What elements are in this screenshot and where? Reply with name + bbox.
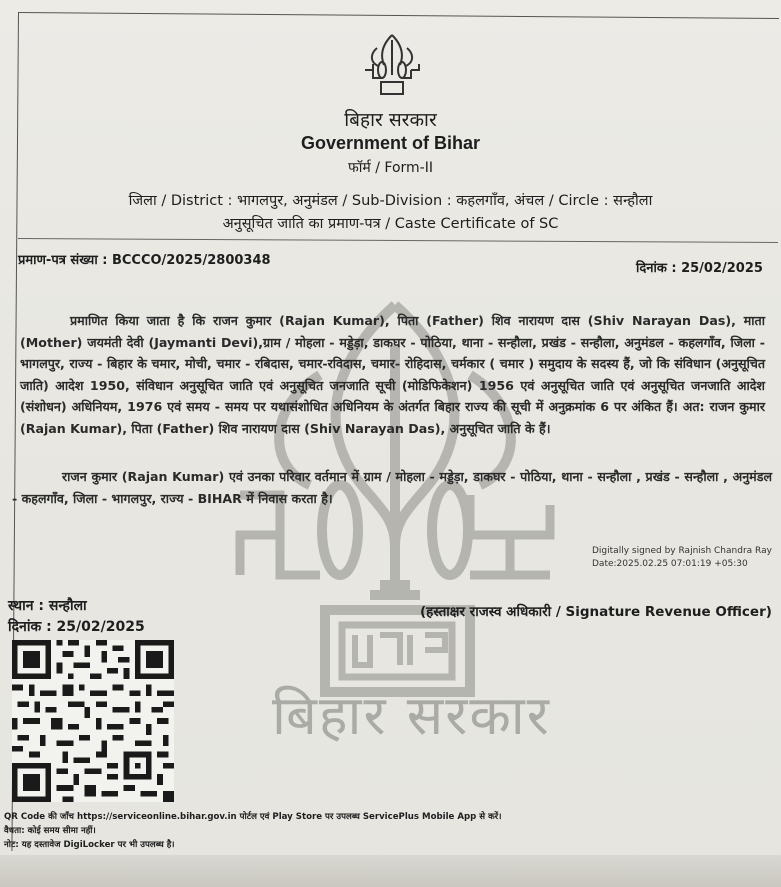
digital-signature-date: Date:2025.02.25 07:01:19 +05:30: [592, 559, 748, 569]
form-label: फॉर्म / Form-II: [348, 160, 433, 176]
note-validity: वैधता: कोई समय सीमा नहीं।: [4, 826, 96, 836]
note-qr-verification: QR Code की जाँच https://serviceonline.bihar.gov.in पोर्टल एवं Play Store पर उपलब्ध ServicePlus Mobile App से करें।: [4, 812, 502, 822]
issue-date: दिनांक : 25/02/2025: [8, 619, 145, 635]
certificate-number: प्रमाण-पत्र संख्या : BCCCO/2025/2800348: [18, 253, 271, 268]
certificate-body-paragraph-1: प्रमाणित किया जाता है कि राजन कुमार (Rajan Kumar), पिता (Father) शिव नारायण दास (Shiv Narayan Das), माता (Mother) जयमंती देवी (Jaymanti Devi),ग्राम / मोहला - मड्डेड़ा, डाकघर - पोठिया, थाना - सन्हौला, प्रखंड - सन्हौला, अनुमंडल - कहलगाँव, जिला - भागलपुर, राज्य - बिहार के चमार, मोची, चमार - रबिदास, चमार-रविदास, चमार- रोहिदास, चर्मकार ( चमार ) समुदाय के सदस्य हैं, जो कि संविधान (अनुसूचित जाति) आदेश 1950, संविधान अनुसूचित जाति एवं अनुसूचित जनजाति सूची (मोडिफिकेशन) 1956 एवं अनुसूचित जाति एवं अनुसूचित जनजाति आदेश (संशोधन) अधिनियम, 1976 एवं समय - समय पर यथासंशोधित अधिनियम के अंतर्गत बिहार राज्य की सूची में अनुक्रमांक 6 पर अंकित हैं। अत: राजन कुमार (Rajan Kumar), पिता (Father) शिव नारायण दास (Shiv Narayan Das), अनुसूचित जाति के हैं।: [20, 313, 765, 436]
digital-signature: [592, 545, 772, 571]
background-strip: [0, 855, 781, 887]
signature-officer: (हस्ताक्षर राजस्व अधिकारी / Signature Revenue Officer): [420, 604, 772, 620]
title-hindi: बिहार सरकार: [344, 109, 437, 131]
certificate-body-paragraph-2: राजन कुमार (Rajan Kumar) एवं उनका परिवार वर्तमान में ग्राम / मोहला - मड्डेड़ा, डाकघर - पोठिया, थाना - सन्हौला , प्रखंड - सन्हौला , अनुमंडल - कहलगाँव, जिला - भागलपुर, राज्य - BIHAR में निवास करता है।: [12, 469, 772, 506]
title-english: Government of Bihar: [300, 133, 481, 153]
watermark-text: बिहार सरकार: [272, 684, 551, 747]
digital-signature-signer: Digitally signed by Rajnish Chandra Ray: [592, 546, 772, 556]
location-line: जिला / District : भागलपुर, अनुमंडल / Sub-Division : कहलगाँव, अंचल / Circle : सन्हौला: [128, 193, 653, 209]
certificate-date: दिनांक : 25/02/2025: [636, 261, 763, 276]
qr-code-icon[interactable]: [12, 640, 174, 802]
place-label: स्थान : सन्हौला: [8, 598, 87, 614]
note-digilocker: नोट: यह दस्तावेज DigiLocker पर भी उपलब्ध है।: [4, 840, 175, 850]
bihar-emblem-icon: [362, 30, 422, 100]
footer-notes: [4, 810, 501, 852]
certificate-type: अनुसूचित जाति का प्रमाण-पत्र / Caste Certificate of SC: [222, 216, 559, 232]
